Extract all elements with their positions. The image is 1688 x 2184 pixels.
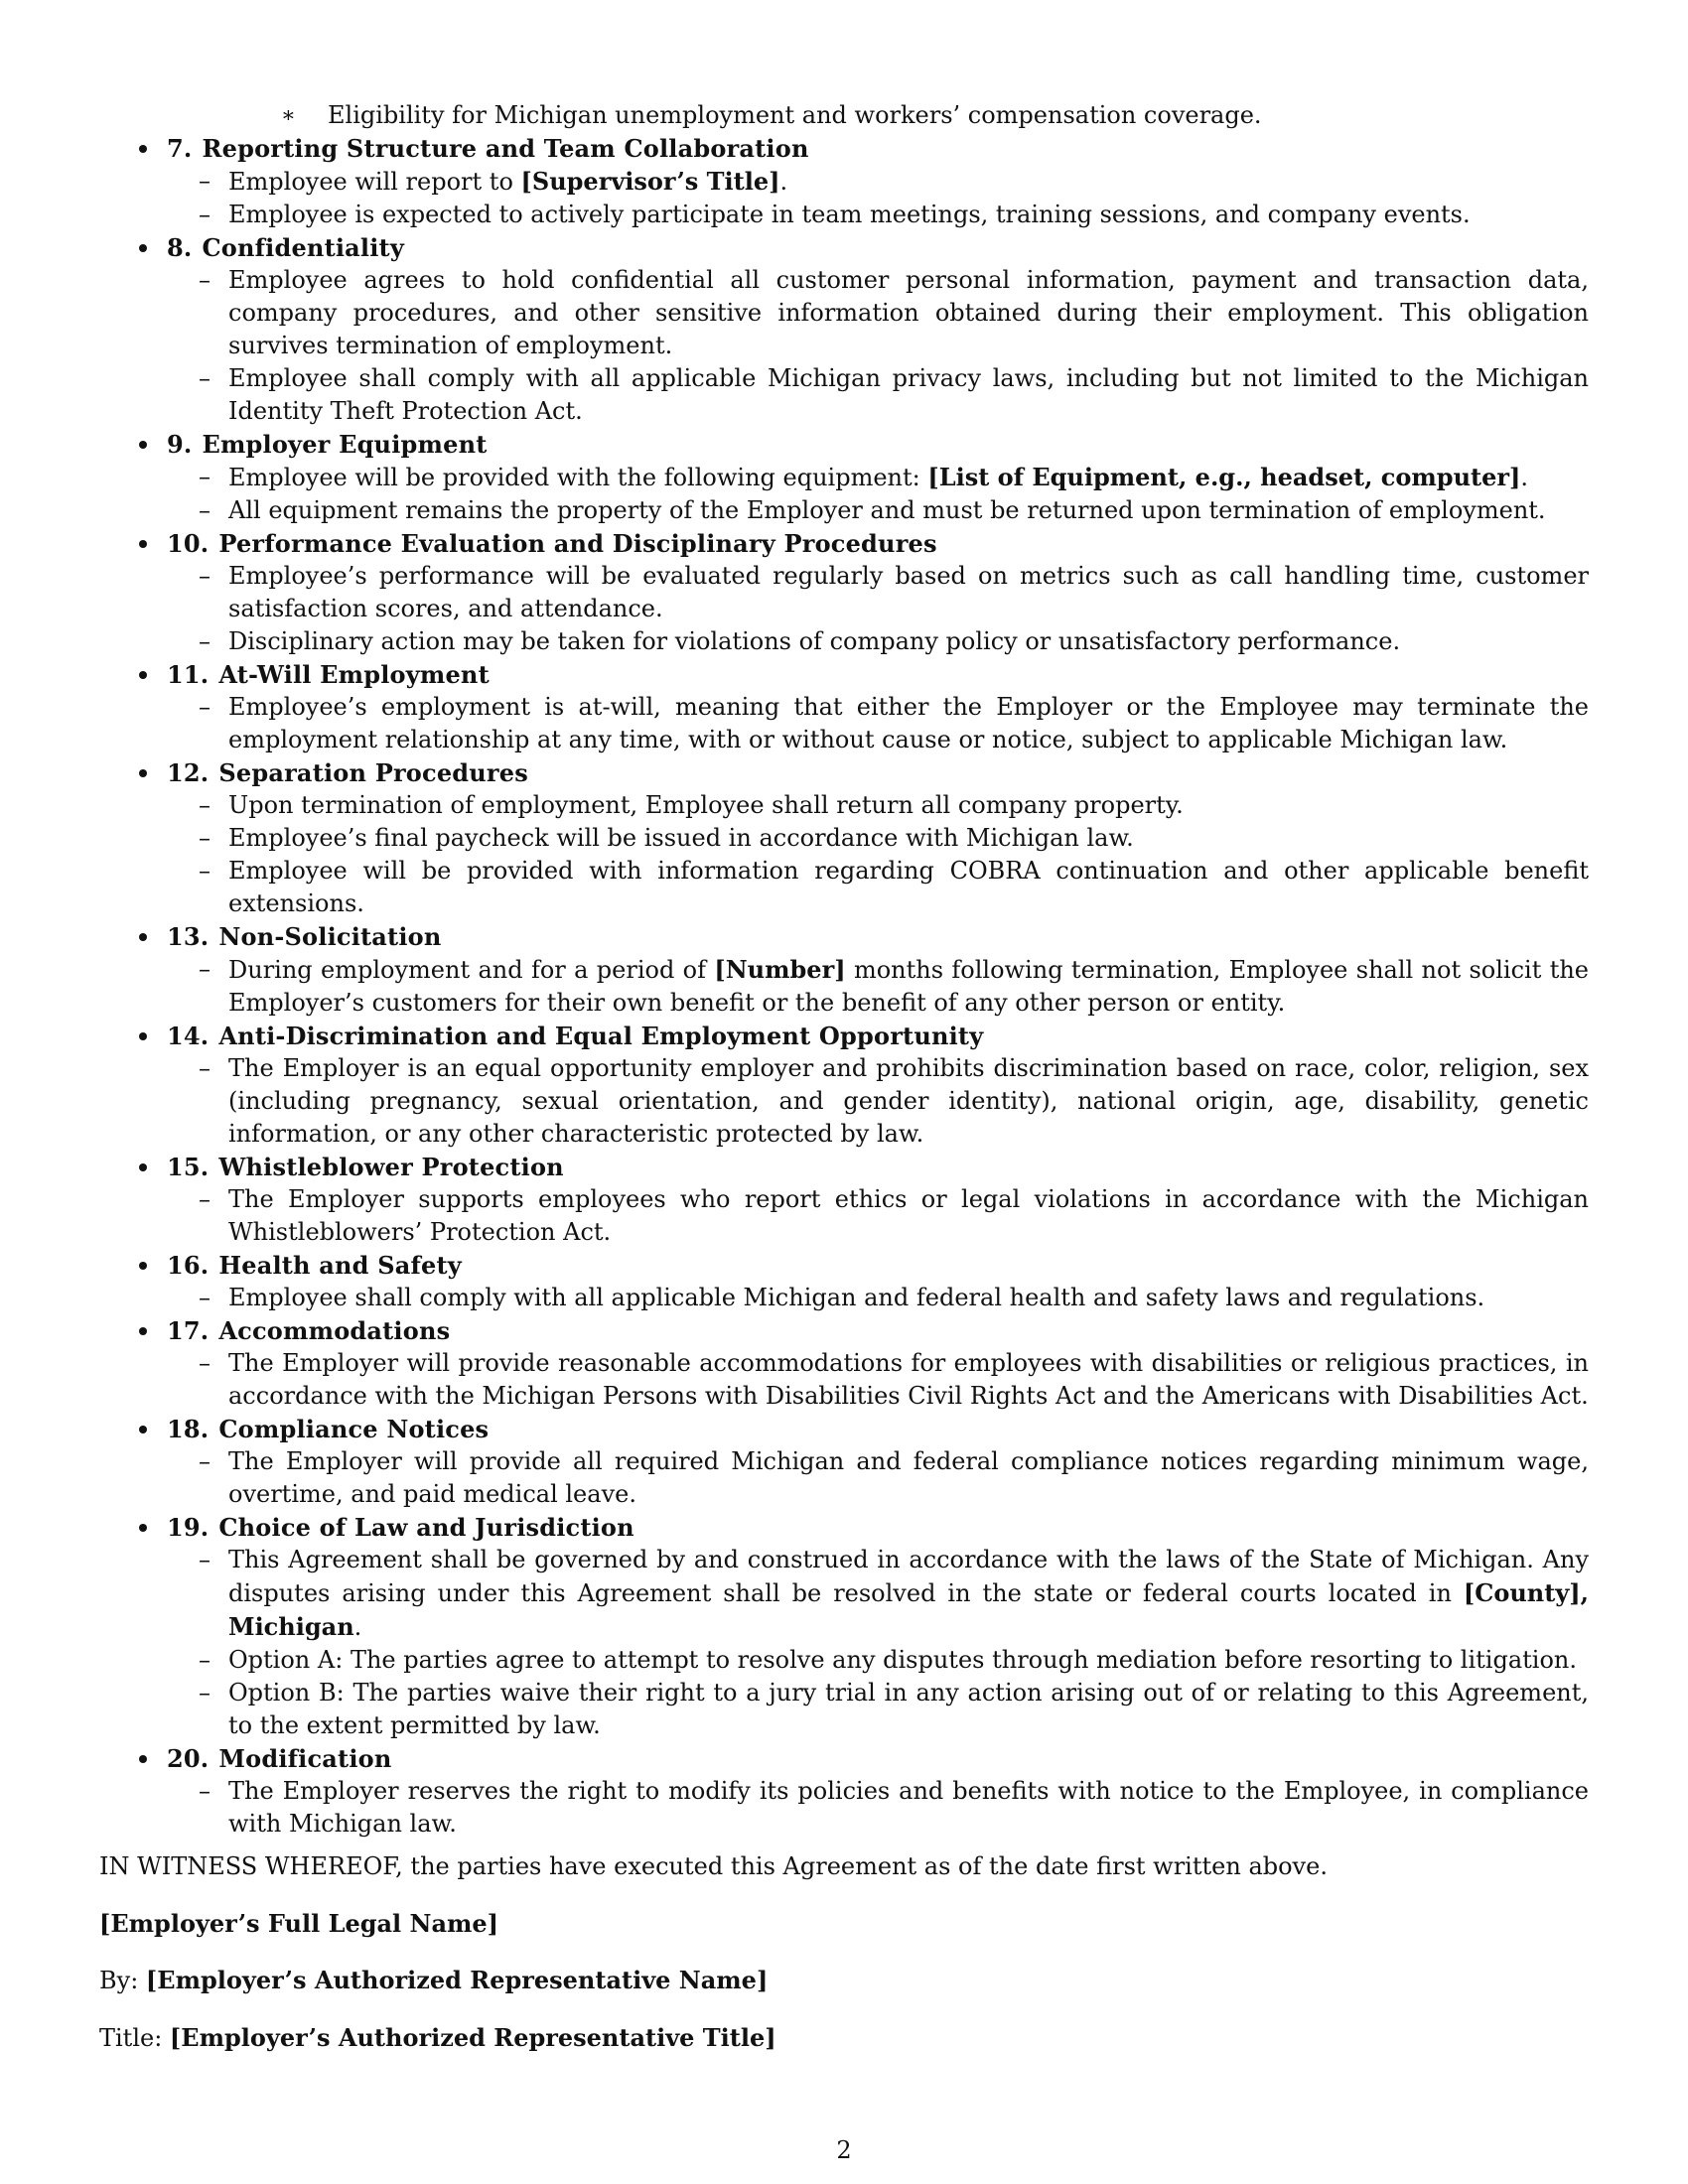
section-number: 14. xyxy=(167,1022,210,1050)
bullet-dot-icon xyxy=(139,1524,147,1532)
section-heading xyxy=(99,428,1589,461)
item-text: Disciplinary action may be taken for violations of company policy or unsatisfactory performance. xyxy=(228,627,1401,655)
section-title: Anti-Discrimination and Equal Employment Opportunity xyxy=(218,1022,984,1050)
section-15 xyxy=(99,1151,1589,1249)
list-item xyxy=(99,165,1589,199)
bullet-dot-icon xyxy=(139,540,147,548)
list-item xyxy=(99,822,1589,855)
list-item xyxy=(99,560,1589,625)
list-item xyxy=(99,199,1589,231)
section-title: Confidentiality xyxy=(202,233,404,262)
bullet-dot-icon xyxy=(139,769,147,777)
item-text: . xyxy=(779,168,788,196)
dash-bullet-icon: – xyxy=(199,857,211,885)
sub-list xyxy=(99,1282,1589,1314)
sub-list xyxy=(99,953,1589,1020)
list-item xyxy=(99,855,1589,920)
item-text: During employment and for a period of xyxy=(228,956,715,984)
dash-bullet-icon: – xyxy=(199,1284,211,1311)
item-text: Option B: The parties waive their right to a jury trial in any action arising out of or relating to this Agreement, to the extent permitted by law. xyxy=(228,1679,1589,1739)
item-text: Employee shall comply with all applicable Michigan privacy laws, including but not limited to the Michigan Identity Theft Protection Act. xyxy=(228,364,1589,425)
section-number: 12. xyxy=(167,758,210,787)
bullet-dot-icon xyxy=(139,441,147,449)
dash-bullet-icon: – xyxy=(199,1054,211,1082)
section-number: 18. xyxy=(167,1415,210,1443)
item-text: The Employer will provide reasonable accommodations for employees with disabilities or religious practices, in accordance with the Michigan Persons with Disabilities Civil Rights Act and the Americans with Disabilities Act. xyxy=(228,1349,1589,1410)
dash-bullet-icon: – xyxy=(199,167,211,195)
list-item xyxy=(99,1677,1589,1742)
section-19 xyxy=(99,1511,1589,1742)
dash-bullet-icon: – xyxy=(199,562,211,590)
sub-list xyxy=(99,264,1589,428)
placeholder-text: [List of Equipment, e.g., headset, computer] xyxy=(927,463,1521,491)
bullet-dot-icon xyxy=(139,145,147,153)
section-title: Accommodations xyxy=(218,1316,451,1345)
list-item xyxy=(99,461,1589,494)
section-title: Health and Safety xyxy=(218,1251,462,1280)
section-title: Reporting Structure and Team Collaboration xyxy=(202,134,809,163)
bullet-dot-icon xyxy=(139,1327,147,1335)
sub-list xyxy=(99,461,1589,527)
item-text: Employee will be provided with the following equipment: xyxy=(228,464,928,491)
item-text: Employee’s employment is at-will, meaning that either the Employer or the Employee may terminate the employment relationship at any time, with or without cause or notice, subject to applicable Michigan law. xyxy=(228,693,1589,753)
item-text: Employee will be provided with information regarding COBRA continuation and other applicable benefit extensions. xyxy=(228,857,1589,917)
list-item xyxy=(99,1183,1589,1249)
list-item xyxy=(99,1775,1589,1841)
list-item xyxy=(99,1544,1589,1644)
section-12 xyxy=(99,756,1589,920)
section-heading xyxy=(99,1151,1589,1183)
sub-list xyxy=(99,1544,1589,1742)
dash-bullet-icon: – xyxy=(199,1349,211,1377)
section-heading xyxy=(99,1511,1589,1544)
list-item xyxy=(99,1644,1589,1677)
section-number: 13. xyxy=(167,922,210,951)
section-11 xyxy=(99,658,1589,756)
item-text: This Agreement shall be governed by and construed in accordance with the laws of the State of Michigan. Any disputes arising under this Agreement shall be resolved in the state or federal courts located in xyxy=(228,1546,1589,1607)
sub-list xyxy=(99,560,1589,658)
placeholder-text: [County], Michigan xyxy=(228,1578,1589,1641)
dash-bullet-icon: – xyxy=(199,824,211,852)
dash-bullet-icon: – xyxy=(199,791,211,819)
dash-bullet-icon: – xyxy=(199,266,211,294)
list-item xyxy=(99,1282,1589,1314)
item-text: Employee’s final paycheck will be issued in accordance with Michigan law. xyxy=(228,824,1134,852)
dash-bullet-icon: – xyxy=(199,955,211,983)
dash-bullet-icon: – xyxy=(199,1679,211,1706)
list-item xyxy=(99,625,1589,658)
section-heading xyxy=(99,132,1589,165)
section-heading xyxy=(99,1742,1589,1775)
item-text: Upon termination of employment, Employee shall return all company property. xyxy=(228,791,1184,819)
list-item xyxy=(99,494,1589,527)
section-number: 20. xyxy=(167,1744,210,1773)
item-text: . xyxy=(1520,464,1529,491)
section-heading xyxy=(99,231,1589,264)
sub-list xyxy=(99,1183,1589,1249)
carryover-text: Eligibility for Michigan unemployment and workers’ compensation coverage. xyxy=(328,101,1262,129)
dash-bullet-icon: – xyxy=(199,1777,211,1805)
dash-bullet-icon: – xyxy=(199,463,211,490)
list-item xyxy=(99,1347,1589,1413)
sub-list xyxy=(99,1445,1589,1511)
section-number: 15. xyxy=(167,1153,210,1181)
section-number: 9. xyxy=(167,430,193,459)
page-number: 2 xyxy=(836,2136,852,2164)
sub-list xyxy=(99,789,1589,920)
sub-list xyxy=(99,1775,1589,1841)
section-14 xyxy=(99,1020,1589,1151)
section-number: 17. xyxy=(167,1316,210,1345)
section-heading xyxy=(99,1314,1589,1347)
section-number: 8. xyxy=(167,233,193,262)
section-number: 19. xyxy=(167,1513,210,1542)
section-title: Modification xyxy=(218,1744,392,1773)
section-heading xyxy=(99,658,1589,691)
bullet-dot-icon xyxy=(139,933,147,941)
item-text: Employee is expected to actively participate in team meetings, training sessions, and company events. xyxy=(228,201,1471,228)
representative-name-placeholder: [Employer’s Authorized Representative Name] xyxy=(145,1966,769,1994)
list-item xyxy=(99,1445,1589,1511)
dash-bullet-icon: – xyxy=(199,1185,211,1213)
section-8 xyxy=(99,231,1589,428)
section-17 xyxy=(99,1314,1589,1413)
bullet-dot-icon xyxy=(139,1755,147,1763)
item-text: The Employer will provide all required Michigan and federal compliance notices regarding minimum wage, overtime, and paid medical leave. xyxy=(228,1447,1589,1508)
item-text: Option A: The parties agree to attempt to resolve any disputes through mediation before resorting to litigation. xyxy=(228,1646,1578,1674)
item-text: Employee will report to xyxy=(228,168,521,196)
section-20 xyxy=(99,1742,1589,1841)
bullet-dot-icon xyxy=(139,1262,147,1270)
section-title: Whistleblower Protection xyxy=(218,1153,564,1181)
section-title: Non-Solicitation xyxy=(218,922,442,951)
list-item xyxy=(99,1052,1589,1151)
section-13 xyxy=(99,920,1589,1020)
signature-title-line xyxy=(99,2021,1589,2055)
section-heading xyxy=(99,1249,1589,1282)
list-item xyxy=(99,953,1589,1020)
by-label: By: xyxy=(99,1967,146,1994)
list-item xyxy=(99,789,1589,822)
dash-bullet-icon: – xyxy=(199,627,211,655)
section-number: 16. xyxy=(167,1251,210,1280)
section-9 xyxy=(99,428,1589,527)
bullet-dot-icon xyxy=(139,244,147,252)
sub-list xyxy=(99,165,1589,231)
representative-title-placeholder: [Employer’s Authorized Representative Title] xyxy=(169,2023,776,2052)
section-list xyxy=(99,132,1589,1841)
section-title: Compliance Notices xyxy=(218,1415,490,1443)
item-text: months following termination, Employee shall not solicit the Employer’s customers for their own benefit or the benefit of any other person or entity. xyxy=(228,956,1590,1017)
item-text: Employee shall comply with all applicable Michigan and federal health and safety laws and regulations. xyxy=(228,1284,1485,1311)
dash-bullet-icon: – xyxy=(199,496,211,524)
dash-bullet-icon: – xyxy=(199,693,211,721)
section-heading xyxy=(99,1020,1589,1052)
section-number: 7. xyxy=(167,134,193,163)
bullet-dot-icon xyxy=(139,671,147,679)
item-text: All equipment remains the property of the Employer and must be returned upon termination of employment. xyxy=(228,496,1546,524)
item-text: Employee agrees to hold confidential all customer personal information, payment and transaction data, company procedures, and other sensitive information obtained during their employment. This obligation survives termination of employment. xyxy=(228,266,1589,359)
section-heading xyxy=(99,527,1589,560)
bullet-dot-icon xyxy=(139,1426,147,1433)
placeholder-text: [Supervisor’s Title] xyxy=(520,167,780,196)
item-text: Employee’s performance will be evaluated regularly based on metrics such as call handling time, customer satisfaction scores, and attendance. xyxy=(228,562,1589,622)
section-number: 10. xyxy=(167,529,210,558)
section-10 xyxy=(99,527,1589,658)
dash-bullet-icon: – xyxy=(199,364,211,392)
item-text: The Employer reserves the right to modify its policies and benefits with notice to the Employee, in compliance with Michigan law. xyxy=(228,1777,1589,1838)
bullet-dot-icon xyxy=(139,1163,147,1171)
section-title: At-Will Employment xyxy=(218,660,490,689)
signature-by-line xyxy=(99,1964,1589,1997)
document-page xyxy=(99,99,1589,2115)
sub-list xyxy=(99,1052,1589,1151)
sub-list xyxy=(99,691,1589,756)
title-label: Title: xyxy=(99,2024,170,2052)
asterisk-bullet-icon: ∗ xyxy=(281,103,296,128)
section-heading xyxy=(99,920,1589,953)
item-text: The Employer is an equal opportunity employer and prohibits discrimination based on race, color, religion, sex (including pregnancy, sexual orientation, and gender identity), national origin, age, disability, genetic information, or any other characteristic protected by law. xyxy=(228,1054,1589,1148)
section-7 xyxy=(99,132,1589,231)
dash-bullet-icon: – xyxy=(199,1646,211,1674)
section-18 xyxy=(99,1413,1589,1511)
section-title: Choice of Law and Jurisdiction xyxy=(218,1513,634,1542)
section-heading xyxy=(99,1413,1589,1445)
sub-list xyxy=(99,1347,1589,1413)
section-title: Performance Evaluation and Disciplinary Procedures xyxy=(218,529,937,558)
carryover-item xyxy=(99,99,1589,132)
dash-bullet-icon: – xyxy=(199,1447,211,1475)
list-item xyxy=(99,264,1589,362)
dash-bullet-icon: – xyxy=(199,1546,211,1573)
employer-name-placeholder: [Employer’s Full Legal Name] xyxy=(99,1909,499,1938)
item-text: . xyxy=(353,1613,362,1641)
section-16 xyxy=(99,1249,1589,1314)
list-item xyxy=(99,362,1589,428)
dash-bullet-icon: – xyxy=(199,201,211,228)
bullet-dot-icon xyxy=(139,1032,147,1040)
section-heading xyxy=(99,756,1589,789)
section-title: Separation Procedures xyxy=(218,758,528,787)
witness-statement: IN WITNESS WHEREOF, the parties have executed this Agreement as of the date first written above. xyxy=(99,1852,1328,1880)
item-text: The Employer supports employees who report ethics or legal violations in accordance with the Michigan Whistleblowers’ Protection Act. xyxy=(228,1185,1589,1246)
section-title: Employer Equipment xyxy=(202,430,488,459)
section-number: 11. xyxy=(167,660,210,689)
list-item xyxy=(99,691,1589,756)
placeholder-text: [Number] xyxy=(714,955,846,984)
